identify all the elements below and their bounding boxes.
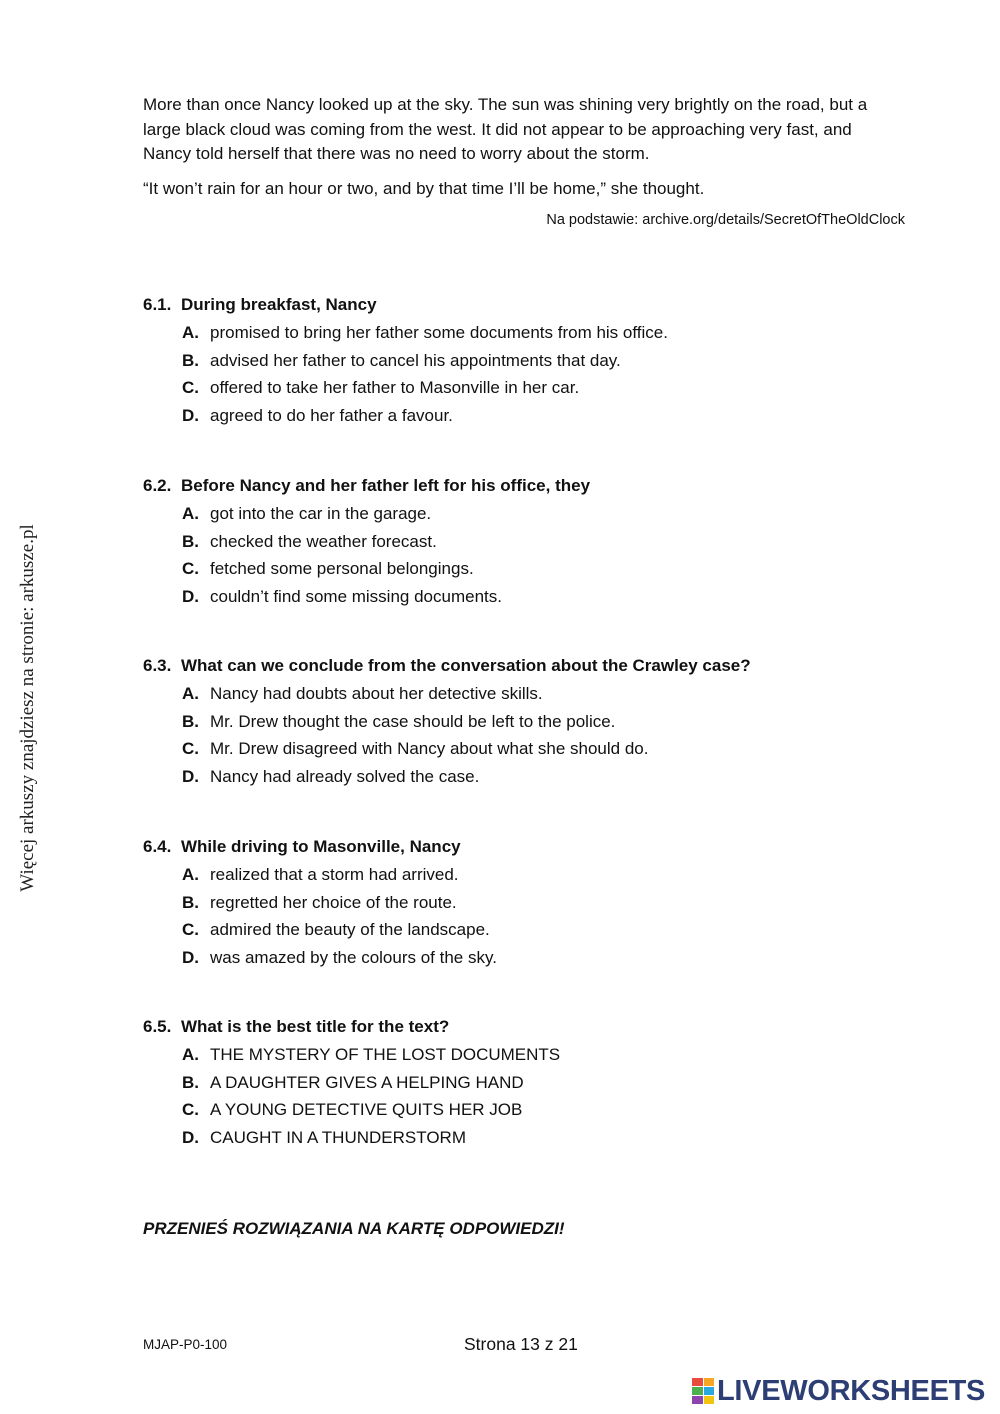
option-text: A YOUNG DETECTIVE QUITS HER JOB [210, 1100, 523, 1120]
option-text: Nancy had doubts about her detective skills. [210, 684, 543, 703]
option-b [143, 1073, 943, 1101]
passage-paragraph-1: More than once Nancy looked up at the sky. The sun was shining very brightly on the road, but a large black cloud was coming from the west. It did not appear to be approaching very fast, and Nancy told herself that there was no need to worry about the storm. [143, 95, 868, 163]
question-stem: Before Nancy and her father left for his office, they [181, 476, 591, 495]
option-letter: D. [182, 406, 199, 426]
option-letter: C. [182, 559, 199, 579]
liveworksheets-wordmark: LIVEWORKSHEETS [717, 1374, 986, 1407]
option-b [143, 712, 943, 740]
question-6-3 [143, 656, 943, 795]
question-6-5 [143, 1017, 943, 1156]
question-stem: What can we conclude from the conversation about the Crawley case? [181, 656, 751, 675]
source-citation: Na podstawie: archive.org/details/SecretOfTheOldClock [546, 212, 905, 228]
option-letter: A. [182, 504, 199, 523]
transfer-answers-notice: PRZENIEŚ ROZWIĄZANIA NA KARTĘ ODPOWIEDZI! [143, 1219, 565, 1238]
option-b [143, 532, 943, 560]
option-a [143, 865, 943, 893]
logo-block [704, 1378, 715, 1386]
option-text: offered to take her father to Masonville in her car. [210, 378, 580, 398]
option-letter: A. [182, 684, 199, 703]
option-letter: A. [182, 1045, 199, 1064]
option-b [143, 351, 943, 379]
question-6-1 [143, 295, 943, 434]
option-letter: A. [182, 323, 199, 342]
option-text: A DAUGHTER GIVES A HELPING HAND [210, 1072, 524, 1092]
option-letter: C. [182, 920, 199, 940]
option-letter: A. [182, 865, 199, 884]
option-letter: C. [182, 739, 199, 759]
question-number: 6.3. [143, 656, 172, 675]
option-c [143, 378, 943, 406]
option-letter: C. [182, 378, 199, 398]
option-a [143, 684, 943, 712]
option-c [143, 920, 943, 948]
question-6-4 [143, 837, 943, 976]
option-d [143, 948, 943, 976]
question-stem: While driving to Masonville, Nancy [181, 837, 461, 856]
passage-paragraph-2: “It won’t rain for an hour or two, and by that time I’ll be home,” she thought. [143, 179, 705, 198]
logo-block [692, 1396, 703, 1404]
option-c [143, 559, 943, 587]
option-letter: B. [182, 1072, 199, 1092]
option-c [143, 1100, 943, 1128]
option-letter: B. [182, 531, 199, 551]
option-letter: C. [182, 1100, 199, 1120]
option-text: regretted her choice of the route. [210, 892, 457, 912]
option-letter: D. [182, 767, 199, 787]
question-number: 6.4. [143, 837, 172, 856]
logo-block [692, 1378, 703, 1386]
option-text: Mr. Drew disagreed with Nancy about what she should do. [210, 739, 649, 759]
option-text: couldn’t find some missing documents. [210, 587, 502, 607]
option-b [143, 893, 943, 921]
exam-code: MJAP-P0-100 [143, 1337, 228, 1352]
option-text: fetched some personal belongings. [210, 559, 474, 579]
question-number: 6.2. [143, 476, 172, 495]
option-d [143, 587, 943, 615]
question-number: 6.5. [143, 1017, 172, 1036]
option-text: realized that a storm had arrived. [210, 865, 459, 884]
logo-block [692, 1387, 703, 1395]
question-6-2 [143, 476, 943, 615]
option-text: checked the weather forecast. [210, 531, 437, 551]
question-number: 6.1. [143, 295, 172, 314]
option-text: Mr. Drew thought the case should be left to the police. [210, 711, 616, 731]
option-letter: D. [182, 948, 199, 968]
option-letter: B. [182, 711, 199, 731]
side-note-text: Więcej arkuszy znajdziesz na stronie: arkusze.pl [17, 524, 38, 892]
logo-block [704, 1396, 715, 1404]
option-text: CAUGHT IN A THUNDERSTORM [210, 1128, 466, 1148]
page-number: Strona 13 z 21 [464, 1334, 578, 1354]
option-text: advised her father to cancel his appointments that day. [210, 350, 621, 370]
option-letter: D. [182, 1128, 199, 1148]
option-a [143, 323, 943, 351]
option-text: promised to bring her father some documents from his office. [210, 323, 668, 342]
question-stem: During breakfast, Nancy [181, 295, 377, 314]
option-c [143, 739, 943, 767]
option-d [143, 1128, 943, 1156]
question-stem: What is the best title for the text? [181, 1017, 450, 1036]
option-text: agreed to do her father a favour. [210, 406, 453, 426]
option-d [143, 767, 943, 795]
option-letter: B. [182, 892, 199, 912]
option-letter: B. [182, 350, 199, 370]
option-text: admired the beauty of the landscape. [210, 920, 490, 940]
liveworksheets-logo [692, 1374, 985, 1408]
option-letter: D. [182, 587, 199, 607]
logo-block [704, 1387, 715, 1395]
option-d [143, 406, 943, 434]
liveworksheets-icon [692, 1378, 714, 1404]
option-a [143, 1045, 943, 1073]
option-text: was amazed by the colours of the sky. [210, 948, 497, 968]
option-a [143, 504, 943, 532]
option-text: Nancy had already solved the case. [210, 767, 480, 787]
option-text: got into the car in the garage. [210, 504, 432, 523]
option-text: THE MYSTERY OF THE LOST DOCUMENTS [210, 1045, 561, 1064]
